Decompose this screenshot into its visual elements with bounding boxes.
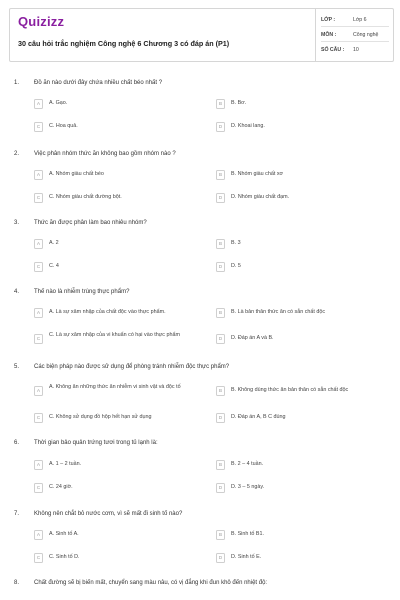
- option-letter-badge: B: [216, 530, 225, 540]
- question-text: Chất đường sẽ bị biến mất, chuyển sang màu nâu, có vị đắng khi đun khô đến nhiệt độ:: [34, 580, 268, 586]
- option-letter-badge: D: [216, 413, 225, 423]
- option-letter-badge: A: [34, 170, 43, 180]
- option-text: C. Nhóm giàu chất đường bột.: [49, 194, 122, 200]
- question-text: Không nên chắt bỏ nước cơm, vì sẽ mất đi sinh tố nào?: [34, 511, 183, 517]
- answer-option[interactable]: [216, 99, 386, 111]
- answer-option[interactable]: [34, 553, 204, 565]
- option-letter-badge: C: [34, 122, 43, 132]
- answer-option[interactable]: [34, 193, 204, 205]
- option-text: C. Hoa quả.: [49, 123, 78, 129]
- answer-option[interactable]: [34, 122, 204, 134]
- option-text: A. 1 – 2 tuần.: [49, 461, 82, 467]
- answer-option[interactable]: [216, 334, 386, 346]
- option-text: B. Không dùng thức ăn bản thân có sẵn chất độc: [231, 387, 349, 393]
- quizizz-logo[interactable]: Quizizz: [18, 14, 65, 29]
- option-letter-badge: A: [34, 308, 43, 318]
- question-number: 8.: [14, 580, 20, 586]
- option-letter-badge: D: [216, 122, 225, 132]
- option-text: D. Khoai lang.: [231, 123, 265, 129]
- option-text: B. Là bản thân thức ăn có sẵn chất độc: [231, 309, 326, 315]
- option-letter-badge: D: [216, 334, 225, 344]
- question-number: 4.: [14, 289, 20, 295]
- option-text: D. Sinh tố E.: [231, 554, 262, 560]
- option-letter-badge: C: [34, 193, 43, 203]
- answer-option[interactable]: [34, 262, 204, 274]
- answer-option[interactable]: [34, 483, 204, 495]
- answer-option[interactable]: [34, 460, 204, 472]
- option-text: D. Đáp án A và B.: [231, 335, 274, 341]
- option-letter-badge: D: [216, 553, 225, 563]
- question-text: Đồ ăn nào dưới đây chứa nhiều chất béo nhất ?: [34, 80, 163, 86]
- page-title: 30 câu hỏi trắc nghiệm Công nghệ 6 Chương 3 có đáp án (P1): [18, 39, 230, 48]
- option-text: A. Gạo.: [49, 100, 68, 106]
- answer-option[interactable]: [34, 99, 204, 111]
- question-number: 5.: [14, 364, 20, 370]
- option-text: B. Sinh tố B1.: [231, 531, 264, 537]
- option-text: B. Bơ.: [231, 100, 247, 106]
- option-letter-badge: D: [216, 193, 225, 203]
- option-text: D. 5: [231, 263, 241, 269]
- option-letter-badge: B: [216, 308, 225, 318]
- option-text: C. Là sự xâm nhập của vi khuẩn có hại vào thực phẩm: [49, 332, 180, 338]
- option-text: A. Nhóm giàu chất béo: [49, 171, 104, 177]
- answer-option[interactable]: [34, 383, 204, 395]
- option-letter-badge: C: [34, 483, 43, 493]
- question-text: Việc phân nhóm thức ăn không bao gồm nhóm nào ?: [34, 151, 176, 157]
- answer-option[interactable]: [34, 308, 204, 320]
- option-text: A. Không ăn những thức ăn nhiễm vi sinh vật và độc tố: [49, 384, 181, 390]
- answer-option[interactable]: [216, 193, 386, 205]
- answer-option[interactable]: [216, 262, 386, 274]
- meta-subject-label: MÔN :: [321, 32, 337, 38]
- option-letter-badge: A: [34, 239, 43, 249]
- meta-subject-value: Công nghệ: [353, 32, 379, 38]
- meta-grade-label: LỚP :: [321, 17, 336, 23]
- option-text: B. 2 – 4 tuần.: [231, 461, 264, 467]
- option-letter-badge: C: [34, 334, 43, 344]
- question-number: 2.: [14, 151, 20, 157]
- answer-option[interactable]: [34, 331, 204, 343]
- option-letter-badge: C: [34, 553, 43, 563]
- option-text: D. 3 – 5 ngày.: [231, 484, 265, 490]
- option-letter-badge: D: [216, 262, 225, 272]
- option-letter-badge: D: [216, 483, 225, 493]
- option-text: A. Là sự xâm nhập của chất độc vào thực phẩm.: [49, 309, 166, 315]
- option-text: B. 3: [231, 240, 241, 246]
- answer-option[interactable]: [34, 170, 204, 182]
- option-text: C. Sinh tố D.: [49, 554, 80, 560]
- question-number: 7.: [14, 511, 20, 517]
- meta-count-label: SỐ CÂU :: [321, 47, 345, 53]
- option-text: A. 2: [49, 240, 59, 246]
- option-text: C. 4: [49, 263, 59, 269]
- option-text: D. Nhóm giàu chất đạm.: [231, 194, 290, 200]
- answer-option[interactable]: [216, 386, 386, 398]
- option-letter-badge: C: [34, 262, 43, 272]
- answer-option[interactable]: [216, 530, 386, 542]
- option-letter-badge: C: [34, 413, 43, 423]
- question-text: Các biện pháp nào được sử dụng để phòng tránh nhiễm độc thực phẩm?: [34, 364, 230, 370]
- meta-divider-line: [321, 41, 389, 42]
- answer-option[interactable]: [216, 170, 386, 182]
- answer-option[interactable]: [216, 553, 386, 565]
- question-text: Thế nào là nhiễm trùng thực phẩm?: [34, 289, 130, 295]
- option-letter-badge: A: [34, 530, 43, 540]
- answer-option[interactable]: [216, 308, 386, 320]
- option-text: C. 24 giờ.: [49, 484, 73, 490]
- option-text: B. Nhóm giàu chất xơ: [231, 171, 284, 177]
- option-text: D. Đáp án A, B C đúng: [231, 414, 286, 420]
- option-letter-badge: A: [34, 460, 43, 470]
- quiz-header: [9, 8, 394, 62]
- option-text: C. Không sử dụng đồ hộp hết hạn sử dụng: [49, 414, 152, 420]
- option-letter-badge: A: [34, 386, 43, 396]
- meta-divider-line: [321, 26, 389, 27]
- option-letter-badge: B: [216, 460, 225, 470]
- option-letter-badge: A: [34, 99, 43, 109]
- option-text: A. Sinh tố A.: [49, 531, 79, 537]
- meta-count-value: 10: [353, 47, 359, 53]
- meta-grade-value: Lớp 6: [353, 17, 367, 23]
- answer-option[interactable]: [34, 413, 204, 425]
- answer-option[interactable]: [216, 239, 386, 251]
- header-divider: [315, 9, 316, 61]
- answer-option[interactable]: [34, 239, 204, 251]
- answer-option[interactable]: [216, 122, 386, 134]
- answer-option[interactable]: [216, 460, 386, 472]
- option-letter-badge: B: [216, 170, 225, 180]
- option-letter-badge: B: [216, 239, 225, 249]
- answer-option[interactable]: [216, 413, 386, 425]
- question-text: Thức ăn được phân làm bao nhiêu nhóm?: [34, 220, 147, 226]
- option-letter-badge: B: [216, 386, 225, 396]
- answer-option[interactable]: [216, 483, 386, 495]
- question-number: 3.: [14, 220, 20, 226]
- answer-option[interactable]: [34, 530, 204, 542]
- option-letter-badge: B: [216, 99, 225, 109]
- question-text: Thời gian bảo quản trứng tươi trong tủ lạnh là:: [34, 440, 158, 446]
- question-number: 6.: [14, 440, 20, 446]
- question-number: 1.: [14, 80, 20, 86]
